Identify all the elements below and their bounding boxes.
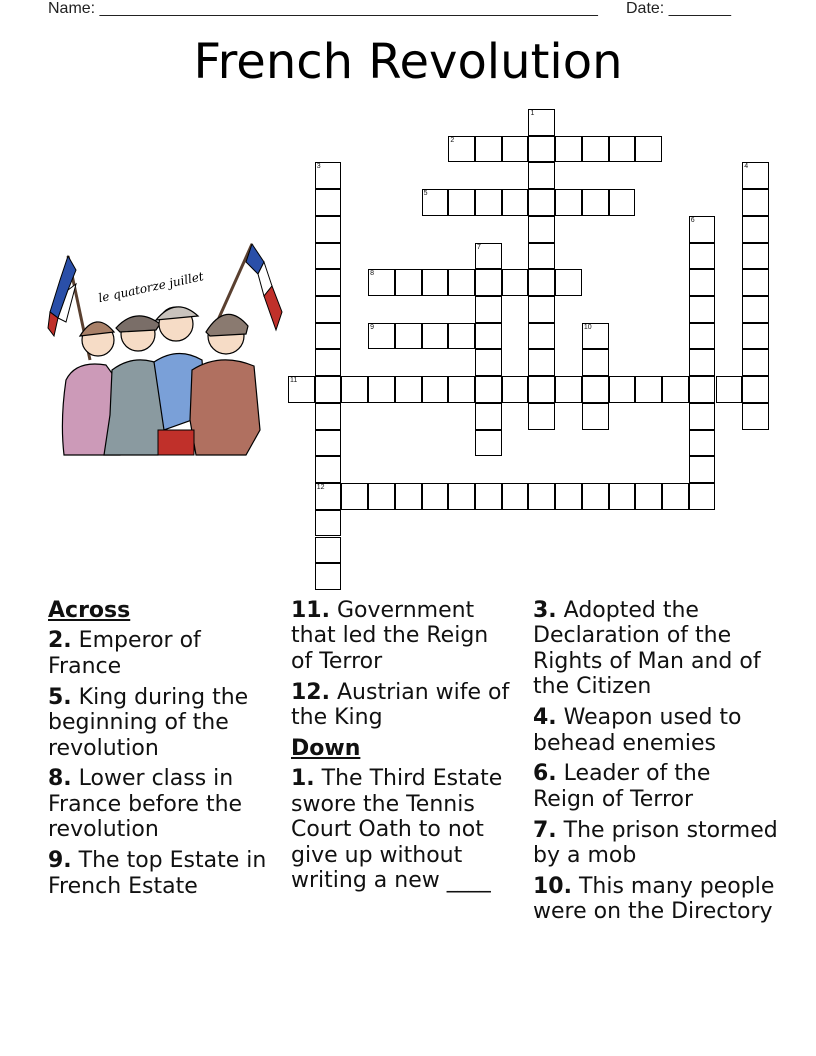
grid-cell[interactable]: [742, 403, 769, 430]
grid-cell[interactable]: [315, 563, 342, 590]
grid-cell[interactable]: [422, 269, 449, 296]
clue-down-6: 6. Leader of the Reign of Terror: [533, 761, 711, 812]
clue-number: 12: [316, 484, 325, 492]
grid-cell[interactable]: [742, 162, 769, 189]
grid-cell[interactable]: [475, 349, 502, 376]
grid-cell[interactable]: [582, 323, 609, 350]
revolution-illustration: [46, 240, 286, 462]
grid-cell[interactable]: [689, 376, 716, 403]
clue-across-9: 9. The top Estate in French Estate: [48, 848, 267, 899]
grid-cell[interactable]: [742, 189, 769, 216]
grid-cell[interactable]: [635, 376, 662, 403]
grid-cell[interactable]: [635, 483, 662, 510]
grid-cell[interactable]: [475, 403, 502, 430]
grid-cell[interactable]: [528, 376, 555, 403]
grid-cell[interactable]: [422, 189, 449, 216]
grid-cell[interactable]: [689, 216, 716, 243]
grid-cell[interactable]: [689, 430, 716, 457]
grid-cell[interactable]: [315, 216, 342, 243]
grid-cell[interactable]: [315, 403, 342, 430]
grid-cell[interactable]: [582, 136, 609, 163]
page-title: French Revolution: [193, 34, 623, 90]
grid-cell[interactable]: [689, 456, 716, 483]
grid-cell[interactable]: [315, 189, 342, 216]
grid-cell[interactable]: [742, 323, 769, 350]
grid-cell[interactable]: [475, 430, 502, 457]
grid-cell[interactable]: [555, 376, 582, 403]
grid-cell[interactable]: [555, 483, 582, 510]
clue-across-8: 8. Lower class in France before the revolution: [48, 766, 243, 843]
grid-cell[interactable]: [528, 403, 555, 430]
grid-cell[interactable]: [368, 323, 395, 350]
grid-cell[interactable]: [422, 323, 449, 350]
grid-cell[interactable]: [315, 162, 342, 189]
grid-cell[interactable]: [582, 483, 609, 510]
grid-cell[interactable]: [689, 243, 716, 270]
grid-cell[interactable]: [475, 243, 502, 270]
grid-cell[interactable]: [422, 483, 449, 510]
grid-cell[interactable]: [448, 136, 475, 163]
clue-down-10: 10. This many people were on the Directory: [533, 874, 775, 925]
grid-cell[interactable]: [368, 376, 395, 403]
grid-cell[interactable]: [502, 483, 529, 510]
grid-cell[interactable]: [502, 136, 529, 163]
grid-cell[interactable]: [528, 483, 555, 510]
clue-across-2: 2. Emperor of France: [48, 628, 201, 679]
grid-cell[interactable]: [368, 269, 395, 296]
grid-cell[interactable]: [315, 510, 342, 537]
grid-cell[interactable]: [742, 296, 769, 323]
clue-number: 11: [290, 377, 298, 385]
grid-cell[interactable]: [528, 162, 555, 189]
grid-cell[interactable]: [528, 269, 555, 296]
across-heading: Across: [48, 598, 131, 623]
clues-column-1: [48, 598, 273, 904]
grid-cell[interactable]: [742, 376, 769, 403]
clues-column-2: [291, 598, 516, 899]
clue-down-7: 7. The prison stormed by a mob: [533, 817, 778, 869]
grid-cell[interactable]: [528, 349, 555, 376]
grid-cell[interactable]: [315, 243, 342, 270]
grid-cell[interactable]: [315, 323, 342, 350]
grid-cell[interactable]: [475, 269, 502, 296]
grid-cell[interactable]: [609, 136, 636, 163]
grid-cell[interactable]: [742, 269, 769, 296]
clue-number: 3: [316, 163, 321, 171]
grid-cell[interactable]: [448, 323, 475, 350]
grid-cell[interactable]: [502, 189, 529, 216]
grid-cell[interactable]: [448, 376, 475, 403]
grid-cell[interactable]: [502, 376, 529, 403]
clue-down-1: 1. The Third Estate swore the Tennis Court Oath to not give up without writing a new ____: [291, 766, 503, 894]
grid-cell[interactable]: [689, 483, 716, 510]
grid-cell[interactable]: [528, 243, 555, 270]
grid-cell[interactable]: [662, 376, 689, 403]
clue-across-12: 12. Austrian wife of the King: [291, 679, 510, 731]
grid-cell[interactable]: [475, 296, 502, 323]
grid-cell[interactable]: [315, 456, 342, 483]
grid-cell[interactable]: [395, 323, 422, 350]
grid-cell[interactable]: [315, 269, 342, 296]
clue-down-4: 4. Weapon used to behead enemies: [533, 705, 742, 756]
grid-cell[interactable]: [716, 376, 743, 403]
clue-down-3: 3. Adopted the Declaration of the Rights of Man and of the Citizen: [533, 598, 761, 700]
clue-number: 1: [530, 110, 535, 117]
grid-cell[interactable]: [555, 189, 582, 216]
grid-cell[interactable]: [528, 216, 555, 243]
down-heading: Down: [291, 736, 361, 762]
grid-cell[interactable]: [689, 269, 716, 296]
grid-cell[interactable]: [475, 323, 502, 350]
grid-cell[interactable]: [609, 189, 636, 216]
grid-cell[interactable]: [395, 376, 422, 403]
clue-across-11: 11. Government that led the Reign of Terror: [291, 598, 489, 674]
grid-cell[interactable]: [475, 136, 502, 163]
clue-number: 7: [477, 243, 481, 251]
clue-number: 4: [744, 163, 749, 171]
grid-cell[interactable]: [315, 537, 342, 564]
grid-cell[interactable]: [689, 349, 716, 376]
grid-cell[interactable]: [368, 483, 395, 510]
grid-cell[interactable]: [341, 376, 368, 403]
clue-number: 8: [370, 270, 375, 278]
header: [48, 0, 731, 18]
grid-cell[interactable]: [528, 323, 555, 350]
grid-cell[interactable]: [609, 376, 636, 403]
grid-cell[interactable]: [448, 189, 475, 216]
grid-cell[interactable]: [689, 296, 716, 323]
grid-cell[interactable]: [475, 189, 502, 216]
grid-cell[interactable]: [315, 376, 342, 403]
clue-number: 5: [423, 190, 428, 198]
grid-cell[interactable]: [742, 349, 769, 376]
grid-cell[interactable]: [662, 483, 689, 510]
clues-column-3: [533, 598, 778, 930]
grid-cell[interactable]: [315, 296, 342, 323]
man-brown-figure: [190, 314, 260, 455]
grid-cell[interactable]: [635, 136, 662, 163]
grid-cell[interactable]: [475, 483, 502, 510]
grid-cell[interactable]: [582, 403, 609, 430]
grid-cell[interactable]: [288, 376, 315, 403]
grid-cell[interactable]: [315, 430, 342, 457]
grid-cell[interactable]: [582, 349, 609, 376]
clue-across-5: 5. King during the beginning of the revolution: [48, 684, 249, 761]
grid-cell[interactable]: [689, 323, 716, 350]
grid-cell[interactable]: [582, 376, 609, 403]
grid-cell[interactable]: [742, 216, 769, 243]
clue-number: 6: [690, 216, 695, 224]
grid-cell[interactable]: [528, 296, 555, 323]
grid-cell[interactable]: [742, 243, 769, 270]
grid-cell[interactable]: [315, 483, 342, 510]
grid-cell[interactable]: [315, 349, 342, 376]
clue-number: 10: [583, 323, 592, 331]
grid-cell[interactable]: [582, 189, 609, 216]
grid-cell[interactable]: [609, 483, 636, 510]
grid-cell[interactable]: [555, 269, 582, 296]
grid-cell[interactable]: [475, 376, 502, 403]
grid-cell[interactable]: [341, 483, 368, 510]
grid-cell[interactable]: [689, 403, 716, 430]
name-field-label[interactable]: Name: ________________________________________________________: [48, 0, 598, 17]
illustration-caption: le quatorze juillet: [97, 269, 205, 306]
grid-cell[interactable]: [448, 483, 475, 510]
grid-cell[interactable]: [395, 483, 422, 510]
clue-number: 9: [370, 323, 375, 331]
grid-cell[interactable]: [555, 136, 582, 163]
grid-cell[interactable]: [395, 269, 422, 296]
grid-cell[interactable]: [528, 109, 555, 136]
grid-cell[interactable]: [502, 269, 529, 296]
grid-cell[interactable]: [528, 136, 555, 163]
grid-cell[interactable]: [422, 376, 449, 403]
grid-cell[interactable]: [448, 269, 475, 296]
date-field-label[interactable]: Date: _______: [626, 0, 731, 17]
grid-cell[interactable]: [528, 189, 555, 216]
clue-number: 2: [450, 136, 455, 144]
